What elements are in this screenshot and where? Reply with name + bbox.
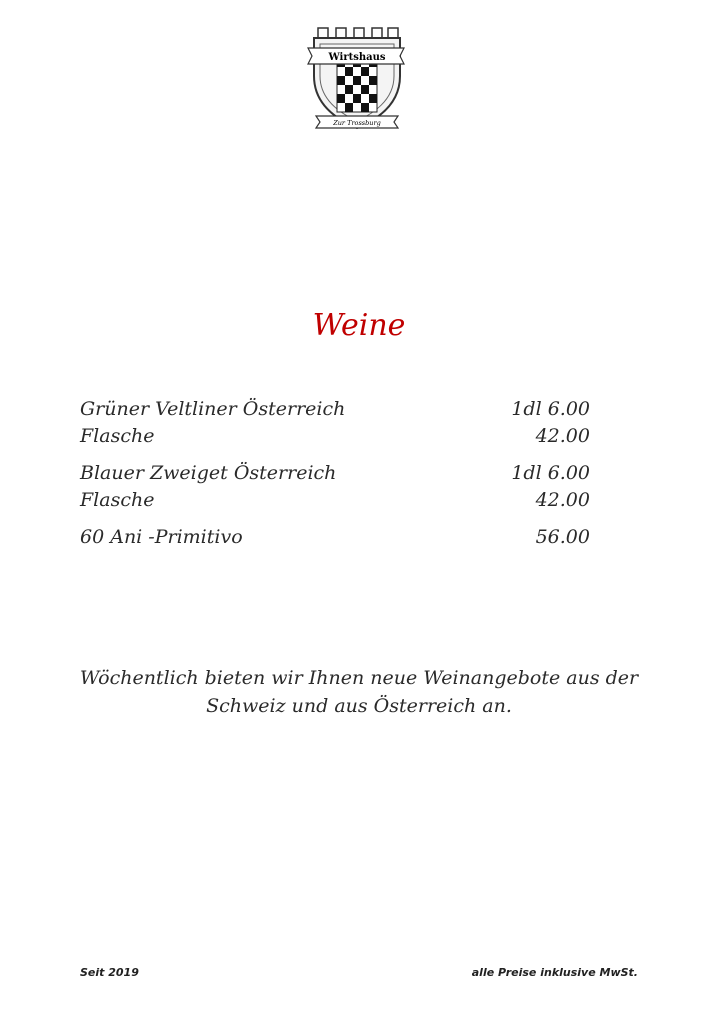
footer-since: Seit 2019 [80, 966, 139, 979]
menu-item-price: 42.00 [535, 489, 590, 511]
menu-item-name: Grüner Veltliner Österreich [80, 398, 346, 420]
menu-item [80, 460, 590, 487]
castle-crest-icon [304, 24, 410, 132]
menu-item-price: 42.00 [535, 425, 590, 447]
menu-item-name: Blauer Zweiget Österreich [80, 462, 337, 484]
menu-item [80, 423, 590, 450]
menu-item-name: 60 Ani -Primitivo [80, 526, 243, 548]
menu-item [80, 524, 590, 551]
menu-item [80, 487, 590, 514]
menu-item-name: Flasche [80, 425, 155, 447]
logo-banner-bottom: Zur Trossburg [333, 119, 381, 127]
page-title: Weine [312, 308, 406, 343]
menu-item-price: 1dl 6.00 [511, 462, 590, 484]
menu-item [80, 396, 590, 423]
restaurant-logo [304, 24, 410, 132]
menu-item-price: 56.00 [535, 526, 590, 548]
wine-list [80, 396, 590, 551]
weekly-offer-note: Wöchentlich bieten wir Ihnen neue Weinangebote aus der Schweiz und aus Österreich an. [79, 667, 639, 717]
menu-item-name: Flasche [80, 489, 155, 511]
footer-vat-note: alle Preise inklusive MwSt. [471, 966, 638, 979]
logo-banner-top: Wirtshaus [328, 52, 386, 63]
menu-item-price: 1dl 6.00 [511, 398, 590, 420]
